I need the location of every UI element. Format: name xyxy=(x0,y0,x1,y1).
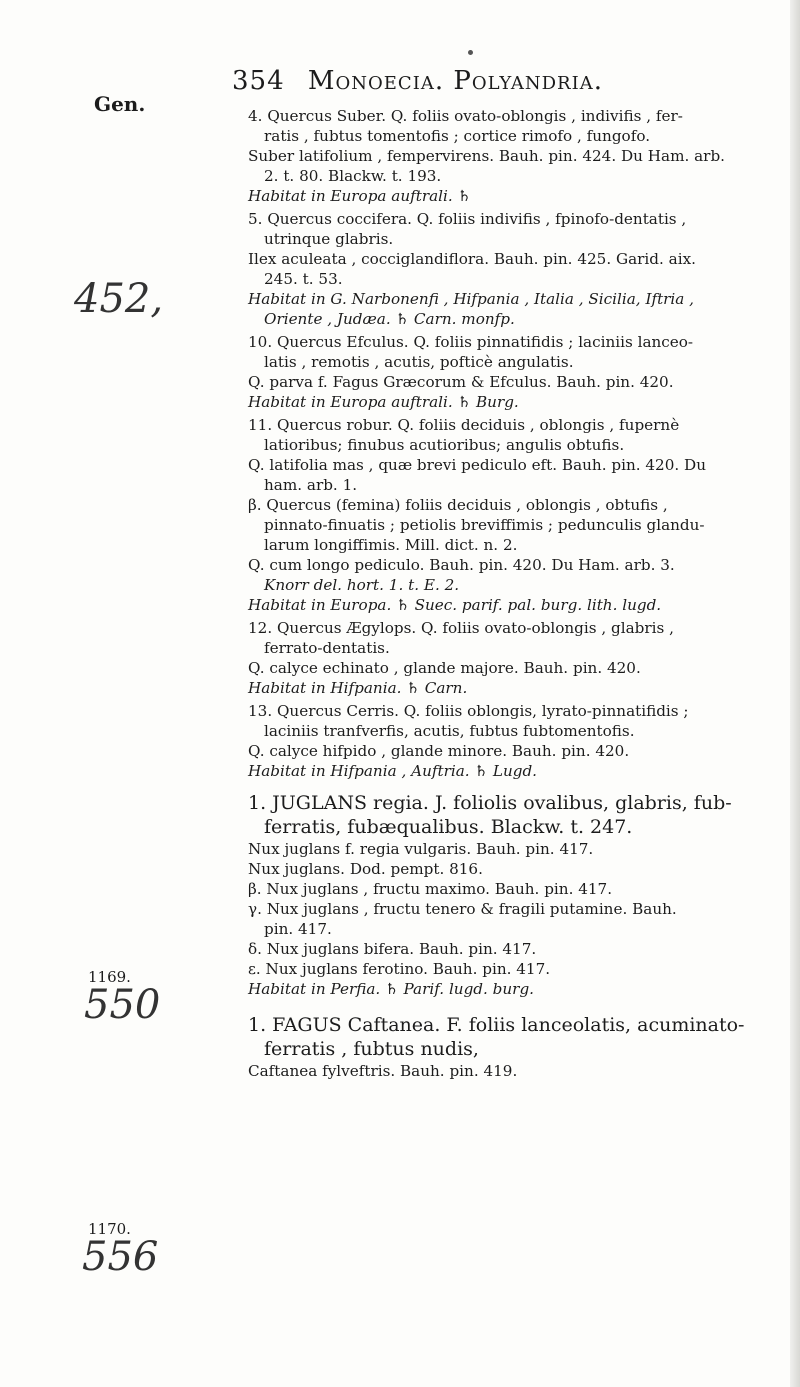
entry-line: 1. JUGLANS regia. J. foliolis ovalibus, glabris, fub- xyxy=(248,792,732,814)
entry-line: pinnato-finuatis ; petiolis breviffimis ; pedunculis glandu- xyxy=(264,516,705,534)
entry-line: 1. FAGUS Caftanea. F. foliis lanceolatis, acuminato- xyxy=(248,1014,745,1036)
entry-line: 10. Quercus Efculus. Q. foliis pinnatifidis ; laciniis lanceo- xyxy=(248,333,694,351)
entry-line: Q. parva f. Fagus Græcorum & Efculus. Bauh. pin. 420. xyxy=(248,373,674,391)
entry-line: laciniis tranfverfis, acutis, fubtus fubtomentofis. xyxy=(264,722,635,740)
entry-habitat: Habitat in Hifpania. ♄ Carn. xyxy=(248,679,468,697)
entry-line: Q. cum longo pediculo. Bauh. pin. 420. Du Ham. arb. 3. xyxy=(248,556,675,574)
genus-entry-fagus xyxy=(248,1013,788,1081)
entry-line: δ. Nux juglans bifera. Bauh. pin. 417. xyxy=(248,940,537,958)
margin-number-1170: 1170. xyxy=(88,1220,131,1238)
entry-line: Suber latifolium , fempervirens. Bauh. pin. 424. Du Ham. arb. xyxy=(248,147,725,165)
entry-habitat: Habitat in Hifpania , Auftria. ♄ Lugd. xyxy=(248,762,537,780)
genus-entry-juglans xyxy=(248,791,788,999)
entry-line: 245. t. 53. xyxy=(264,270,343,288)
entry-habitat: Habitat in G. Narbonenfi , Hifpania , Italia , Sicilia, Iftria , xyxy=(248,290,694,308)
entry-line: 2. t. 80. Blackw. t. 193. xyxy=(264,167,442,185)
entry-line: Q. calyce hifpido , glande minore. Bauh. pin. 420. xyxy=(248,742,630,760)
entry-line: latioribus; finubus acutioribus; angulis obtufis. xyxy=(264,436,625,454)
page-number: 354 xyxy=(232,66,285,96)
entry-habitat: Habitat in Europa auftrali. ♄ xyxy=(248,187,472,205)
page-body xyxy=(248,106,788,1081)
entry-habitat: Habitat in Europa auftrali. ♄ Burg. xyxy=(248,393,519,411)
entry-line: ham. arb. 1. xyxy=(264,476,358,494)
entry-line: ε. Nux juglans ferotino. Bauh. pin. 417. xyxy=(248,960,551,978)
page-edge-shadow xyxy=(790,0,800,1387)
entry-line: Knorr del. hort. 1. t. E. 2. xyxy=(264,576,460,594)
entry-line: 13. Quercus Cerris. Q. foliis oblongis, lyrato-pinnatifidis ; xyxy=(248,702,689,720)
entry-line: utrinque glabris. xyxy=(264,230,394,248)
entry-line: Q. latifolia mas , quæ brevi pediculo eft. Bauh. pin. 420. Du xyxy=(248,456,706,474)
entry-line: larum longiffimis. Mill. dict. n. 2. xyxy=(264,536,518,554)
entry-habitat: Habitat in Europa. ♄ Suec. parif. pal. burg. lith. lugd. xyxy=(248,596,662,614)
entry-line: β. Quercus (femina) foliis deciduis , oblongis , obtufis , xyxy=(248,496,668,514)
species-entry xyxy=(248,618,788,698)
species-entry xyxy=(248,701,788,781)
entry-line: 5. Quercus coccifera. Q. foliis indivifis , fpinofo-dentatis , xyxy=(248,210,687,228)
species-entry xyxy=(248,332,788,412)
entry-line: 11. Quercus robur. Q. foliis deciduis , oblongis , fupernè xyxy=(248,416,680,434)
species-entry xyxy=(248,415,788,615)
entry-line: 12. Quercus Ægylops. Q. foliis ovato-oblongis , glabris , xyxy=(248,619,674,637)
entry-line: Nux juglans. Dod. pempt. 816. xyxy=(248,860,483,878)
ink-spot xyxy=(468,50,473,55)
entry-line: pin. 417. xyxy=(264,920,332,938)
entry-habitat: Oriente , Judæa. ♄ Carn. monfp. xyxy=(264,310,515,328)
species-entry xyxy=(248,209,788,329)
entry-line: latis , remotis , acutis, pofticè angulatis. xyxy=(264,353,574,371)
entry-line: γ. Nux juglans , fructu tenero & fragili putamine. Bauh. xyxy=(248,900,677,918)
entry-line: Q. calyce echinato , glande majore. Bauh. pin. 420. xyxy=(248,659,641,677)
entry-line: ratis , fubtus tomentofis ; cortice rimofo , fungofo. xyxy=(264,127,651,145)
handwritten-note-550: 550 xyxy=(84,982,161,1028)
entry-habitat: Habitat in Perfia. ♄ Parif. lugd. burg. xyxy=(248,980,534,998)
header-title: Monoecia. Polyandria. xyxy=(307,66,603,96)
entry-line: β. Nux juglans , fructu maximo. Bauh. pin. 417. xyxy=(248,880,613,898)
entry-line: ferratis , fubtus nudis, xyxy=(264,1038,479,1060)
running-header xyxy=(232,66,603,96)
entry-line: ferrato-dentatis. xyxy=(264,639,390,657)
handwritten-note-556: 556 xyxy=(82,1234,159,1280)
handwritten-note-452: 452, xyxy=(74,276,164,322)
entry-line: ferratis, fubæqualibus. Blackw. t. 247. xyxy=(264,816,633,838)
entry-line: Ilex aculeata , cocciglandiflora. Bauh. pin. 425. Garid. aix. xyxy=(248,250,696,268)
entry-line: Caftanea fylveftris. Bauh. pin. 419. xyxy=(248,1062,518,1080)
species-entry xyxy=(248,106,788,206)
entry-line: Nux juglans f. regia vulgaris. Bauh. pin. 417. xyxy=(248,840,594,858)
entry-line: 4. Quercus Suber. Q. foliis ovato-oblongis , indivifis , fer- xyxy=(248,107,683,125)
margin-gen-label: Gen. xyxy=(94,92,146,116)
margin-number-1169: 1169. xyxy=(88,968,131,986)
